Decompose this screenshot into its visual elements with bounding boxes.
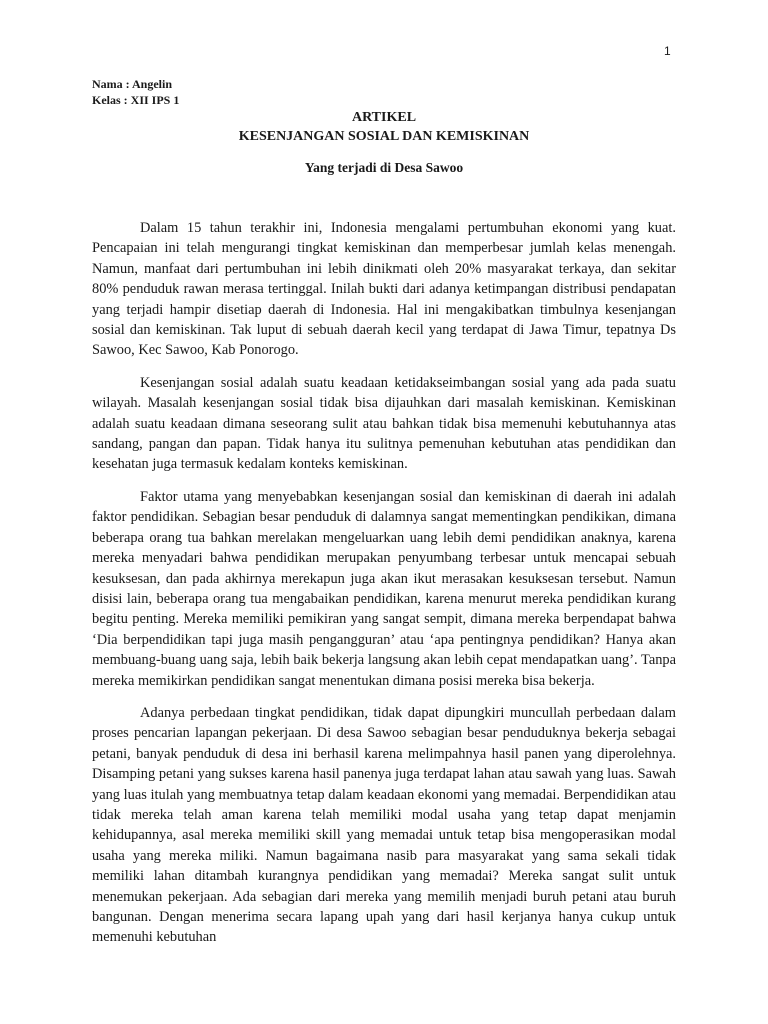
author-info	[92, 76, 179, 108]
article-body	[92, 218, 676, 960]
title-block	[92, 108, 676, 177]
class-line: Kelas : XII IPS 1	[92, 93, 180, 107]
paragraph-4: Adanya perbedaan tingkat pendidikan, tidak dapat dipungkiri muncullah perbedaan dalam proses pencarian lapangan pekerjaan. Di desa Sawoo sebagian besar penduduknya bekerja sebagai petani, banyak penduduk di desa ini berhasil karena melimpahnya hasil panen yang diperolehnya. Disamping petani yang sukses karena hasil panenya juga terdapat lahan atau sawah yang luas. Sawah yang luas itulah yang membuatnya tetap dalam keadaan ekonomi yang memadai. Berpendidikan atau tidak mereka telah aman karena telah memiliki modal usaha yang tetap dapat menjamin kehidupannya, asal mereka memiliki skill yang memadai untuk tetap bisa mengoperasikan modal usaha yang mereka miliki. Namun bagaimana nasib para masyarakat yang sama sekali tidak memiliki lahan ditambah kurangnya pendidikan yang memadai? Mereka sangat sulit untuk menemukan pekerjaan. Ada sebagian dari mereka yang memilih menjadi buruh petani atau buruh bangunan. Dengan menerima secara lapang upah yang dari hasil kerjanya hanya cukup untuk memenuhi kebutuhan	[92, 704, 676, 946]
article-label: ARTIKEL	[351, 110, 417, 125]
paragraph-2: Kesenjangan sosial adalah suatu keadaan ketidakseimbangan sosial yang ada pada suatu wilayah. Masalah kesenjangan sosial tidak bisa dijauhkan dari masalah kemiskinan. Kemiskinan adalah suatu keadaan dimana seseorang sulit atau bahkan tidak bisa memenuhi kebutuhannya atas sandang, pangan dan papan. Tidak hanya itu sulitnya pemenuhan kebutuhan atas pendidikan dan kesehatan juga termasuk kedalam konteks kemiskinan.	[92, 374, 676, 473]
paragraph-1: Dalam 15 tahun terakhir ini, Indonesia mengalami pertumbuhan ekonomi yang kuat. Pencapaian ini telah mengurangi tingkat kemiskinan dan memperbesar jumlah kelas menengah. Namun, manfaat dari pertumbuhan ini lebih dinikmati oleh 20% masyarakat terkaya, dan sekitar 80% penduduk rawan merasa tertinggal. Inilah bukti dari adanya ketimpangan distribusi pendapatan yang terjadi hampir disetiap daerah di Indonesia. Hal ini mengakibatkan timbulnya kesenjangan sosial dan kemiskinan. Tak luput di sebuah daerah kecil yang terdapat di Jawa Timur, tepatnya Ds Sawoo, Kec Sawoo, Kab Ponorogo.	[92, 220, 676, 359]
name-line: Nama : Angelin	[92, 77, 173, 91]
article-subtitle: Yang terjadi di Desa Sawoo	[304, 160, 464, 175]
paragraph-3: Faktor utama yang menyebabkan kesenjangan sosial dan kemiskinan di daerah ini adalah faktor pendidikan. Sebagian besar penduduk di dalamnya sangat mementingkan pendikikan, dimana beberapa orang tua bahkan merelakan mengeluarkan uang lebih demi pendidikan anaknya, karena mereka menyadari bahwa pendidikan merupakan penyumbang terbesar untuk mencapai sebuah kesuksesan, dan pada akhirnya merekapun juga akan ikut merasakan kesuksesan tersebut. Namun disisi lain, beberapa orang tua mengabaikan pendidikan, karena menurut mereka pendidikan kurang begitu penting. Mereka memiliki pemikiran yang sangat sempit, dimana mereka berpendapat bahwa ‘Dia berpendidikan tapi juga masih pengangguran’ atau ‘apa pentingnya pendidikan? Hanya akan membuang-buang uang saja, lebih baik bekerja langsung akan lebih cepat mendapatkan uang’. Tanpa mereka memikirkan pendidikan sangat menentukan dimana posisi mereka bisa bekerja.	[92, 488, 676, 689]
article-title: KESENJANGAN SOSIAL DAN KEMISKINAN	[238, 129, 530, 144]
page-number: 1	[664, 44, 671, 58]
